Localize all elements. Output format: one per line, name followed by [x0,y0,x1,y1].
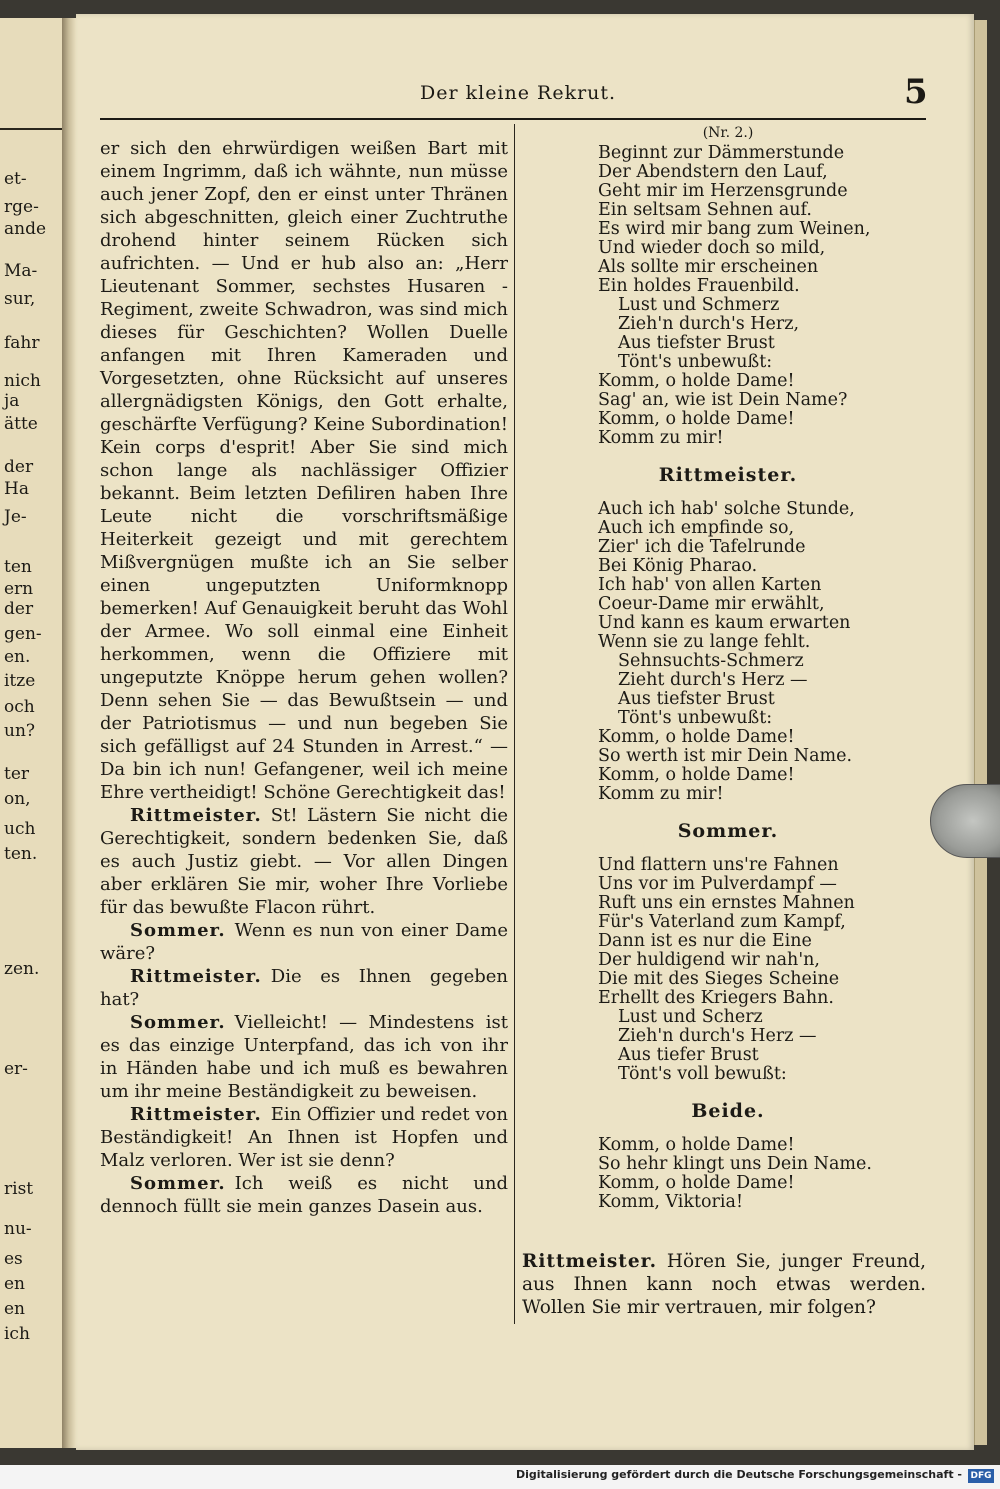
verse-line: Bei König Pharao. [598,556,758,576]
verse-line: Komm, o holde Dame! [598,1135,795,1155]
verse-3 [598,856,928,1084]
verse-line: Auch ich hab' solche Stunde, [598,499,855,519]
left-page-fragment: en. [4,647,31,667]
left-page-fragment: er- [4,1059,28,1079]
verse-2 [598,500,928,804]
verse-line: Tönt's unbewußt: [618,708,773,728]
verse-line: Tönt's unbewußt: [618,352,773,372]
dialogue-paragraph [100,1172,508,1218]
left-page-fragment: zen. [4,959,40,979]
verse-line: Ein holdes Frauenbild. [598,276,800,296]
verse-line: Uns vor im Pulverdampf — [598,874,837,894]
speaker-name: Sommer. [130,1173,226,1194]
verse-line: Als sollte mir erscheinen [598,257,819,277]
verse-line: Auch ich empfinde so, [598,518,795,538]
column-rule [514,124,515,1324]
scanner-clip [930,784,1000,858]
verse-line: Komm, o holde Dame! [598,1173,795,1193]
left-page-fragment: Ma- [4,261,38,281]
speaker-name: Rittmeister. [130,1104,262,1125]
left-page-header-rule [0,128,62,130]
left-page-fragment: rge- [4,197,39,217]
left-page-fragment: en [4,1299,26,1319]
speaker-heading: Sommer. [677,820,779,842]
dialogue-text: Ein Offizier und redet von Beständigkeit! An Ihnen ist Hopfen und Malz verloren. Wer ist sie denn? [100,1104,508,1171]
verse-line: Sag' an, wie ist Dein Name? [598,390,848,410]
verse-line: Der Abendstern den Lauf, [598,162,828,182]
speaker-heading: Beide. [691,1100,765,1122]
verse-line: Aus tiefster Brust [618,333,775,353]
verse-line: Und flattern uns're Fahnen [598,855,839,875]
dialogue-text: St! Lästern Sie nicht die Gerechtigkeit, sondern bedenken Sie, daß es auch Justiz giebt. — Vor allen Dingen aber erklären Sie mir, woher Ihre Vorliebe für das bewußte Flacon rührt. [100,805,508,918]
left-page-fragment: ich [4,1324,30,1344]
verse-line: Wenn sie zu lange fehlt. [598,632,811,652]
verse-line: Der huldigend wir nah'n, [598,950,820,970]
verse-line: Zieh'n durch's Herz, [618,314,800,334]
dialogue-text: er sich den ehrwürdigen weißen Bart mit einem Ingrimm, daß ich wähnte, nun müsse auch jener Zopf, den er einst unter Thränen sich abgeschnitten, gleich einer Zuchtruthe drohend hinter seinem Rücken sich aufrichten. — Und er hub also an: „Herr Lieutenant Sommer, sechstes Husaren - Regiment, zweite Schwadron, was sind mich dieses für Geschichten? Wollen Duelle anfangen mit Ihren Kameraden und Vorgesetzten, ohne Rücksicht auf unseres allergnädigsten Königs, den Gott erhalte, geschärfte Verfügung? Keine Subordination! Kein corps d'esprit! Aber Sie sind mich schon lange als nachlässiger Offizier bekannt. Beim letzten Defiliren haben Ihre Leute nicht die vorschriftsmäßige Heiterkeit gezeigt und mit gerechtem Mißvergnügen mußte ich an Sie selber einen ungeputzten Uniformknopp bemerken! Auf Genauigkeit beruht das Wohl der Armee. Wo soll einmal eine Einheit herkommen, wenn die Offiziere mit ungeputzte Knöppe herum gehen wollen? Denn sehen Sie — das Bewußtsein — und der Patriotismus — und nun begeben Sie sich gefälligst auf 24 Stunden in Arrest.“ — Da bin ich nun! Gefangener, weil ich meine Ehre vertheidigt! Schöne Gerechtigkeit das! [100,138,508,803]
verse-line: Komm zu mir! [598,784,724,804]
left-page-fragment: on, [4,789,31,809]
verse-line: Lust und Schmerz [618,295,780,315]
dialogue-text: Die es Ihnen gegeben hat? [100,966,508,1010]
left-page-fragment: es [4,1249,23,1269]
left-page-fragment: ten [4,557,32,577]
left-page-fragment: en [4,1274,26,1294]
verse-line: Ruft uns ein ernstes Mahnen [598,893,855,913]
page-number: 5 [904,72,928,112]
verse-line: Sehnsuchts-Schmerz [618,651,804,671]
dfg-logo: DFG [968,1469,994,1483]
verse-1 [598,144,928,448]
dialogue-paragraph [100,804,508,919]
dialogue-paragraph [100,919,508,965]
verse-line: Aus tiefer Brust [618,1045,759,1065]
left-page-fragment: Ha [4,479,29,499]
verse-line: Lust und Scherz [618,1007,763,1027]
verse-line: Dann ist es nur die Eine [598,931,812,951]
speech-text: Hören Sie, junger Freund, aus Ihnen kann noch etwas werden. Wollen Sie mir vertrauen, mir folgen? [522,1251,926,1318]
verse-line: Für's Vaterland zum Kampf, [598,912,846,932]
verse-line: Zieh'n durch's Herz — [618,1026,817,1046]
dialogue-paragraph [100,965,508,1011]
verse-line: Komm, o holde Dame! [598,409,795,429]
digitization-footer [0,1465,1000,1489]
dialogue-text: Ich weiß es nicht und dennoch füllt sie mein ganzes Dasein aus. [100,1173,508,1217]
verse-line: Es wird mir bang zum Weinen, [598,219,871,239]
left-page-fragment: sur, [4,289,36,309]
verse-line: Tönt's voll bewußt: [618,1064,787,1084]
left-page-fragment: ande [4,219,47,239]
page-stack-edge [974,20,987,1445]
verse-line: So hehr klingt uns Dein Name. [598,1154,872,1174]
speaker-heading: Rittmeister. [658,464,798,486]
verse-line: Und kann es kaum erwarten [598,613,851,633]
left-page-fragment: der [4,599,34,619]
left-page-fragment: un? [4,721,36,741]
verse-line: Ich hab' von allen Karten [598,575,822,595]
left-page-fragment: ten. [4,844,38,864]
left-page-fragment: nich [4,371,41,391]
speaker-name: Rittmeister. [522,1251,658,1272]
left-page-fragment: ter [4,764,30,784]
verse-line: Beginnt zur Dämmerstunde [598,143,845,163]
verse-line: Komm, Viktoria! [598,1192,743,1212]
verse-line: Aus tiefster Brust [618,689,775,709]
verse-line: Zieht durch's Herz — [618,670,808,690]
speaker-name: Sommer. [130,1012,226,1033]
dialogue-text: Vielleicht! — Mindestens ist es das einzige Unterpfand, das ich von ihr in Händen habe und ich muß es bewahren um ihr meine Beständigkeit zu beweisen. [100,1012,508,1102]
left-page-edge [0,18,63,1448]
dialogue-paragraph [100,1011,508,1103]
left-page-fragment: et- [4,169,27,189]
right-column [598,124,928,1212]
left-page-fragment: Je- [4,507,27,527]
verse-line: Coeur-Dame mir erwählt, [598,594,825,614]
speaker-name: Rittmeister. [130,966,262,987]
footer-credit: Digitalisierung gefördert durch die Deutsche Forschungsgemeinschaft - [515,1468,962,1481]
left-column [100,137,508,1218]
dialogue-text: Wenn es nun von einer Dame wäre? [100,920,508,964]
speaker-name: Rittmeister. [130,805,262,826]
header-rule [100,118,926,120]
verse-line: Zier' ich die Tafelrunde [598,537,806,557]
left-page-fragment: ätte [4,414,38,434]
speaker-name: Sommer. [130,920,226,941]
closing-speech [522,1250,926,1319]
verse-line: Komm, o holde Dame! [598,727,795,747]
verse-line: So werth ist mir Dein Name. [598,746,853,766]
left-page-fragment: rist [4,1179,34,1199]
verse-line: Ein seltsam Sehnen auf. [598,200,812,220]
left-page-fragment: itze [4,671,36,691]
left-page-fragment: der [4,457,34,477]
left-page-fragment: och [4,697,35,717]
verse-line: Komm zu mir! [598,428,724,448]
dialogue-paragraph [100,1103,508,1172]
left-page-fragment: fahr [4,333,40,353]
dialogue-paragraph [100,137,508,804]
verse-4 [598,1136,928,1212]
verse-line: Komm, o holde Dame! [598,765,795,785]
running-header: Der kleine Rekrut. [420,82,617,104]
left-page-fragment: uch [4,819,36,839]
verse-line: Geht mir im Herzensgrunde [598,181,848,201]
left-page-fragment: nu- [4,1219,32,1239]
left-page-fragment: gen- [4,624,42,644]
verse-line: Komm, o holde Dame! [598,371,795,391]
left-page-fragment: ja [4,391,20,411]
verse-line: Und wieder doch so mild, [598,238,826,258]
verse-line: Die mit des Sieges Scheine [598,969,840,989]
song-number: (Nr. 2.) [702,125,754,141]
left-page-fragment: ern [4,579,34,599]
book-gutter [62,18,76,1448]
verse-line: Erhellt des Kriegers Bahn. [598,988,834,1008]
